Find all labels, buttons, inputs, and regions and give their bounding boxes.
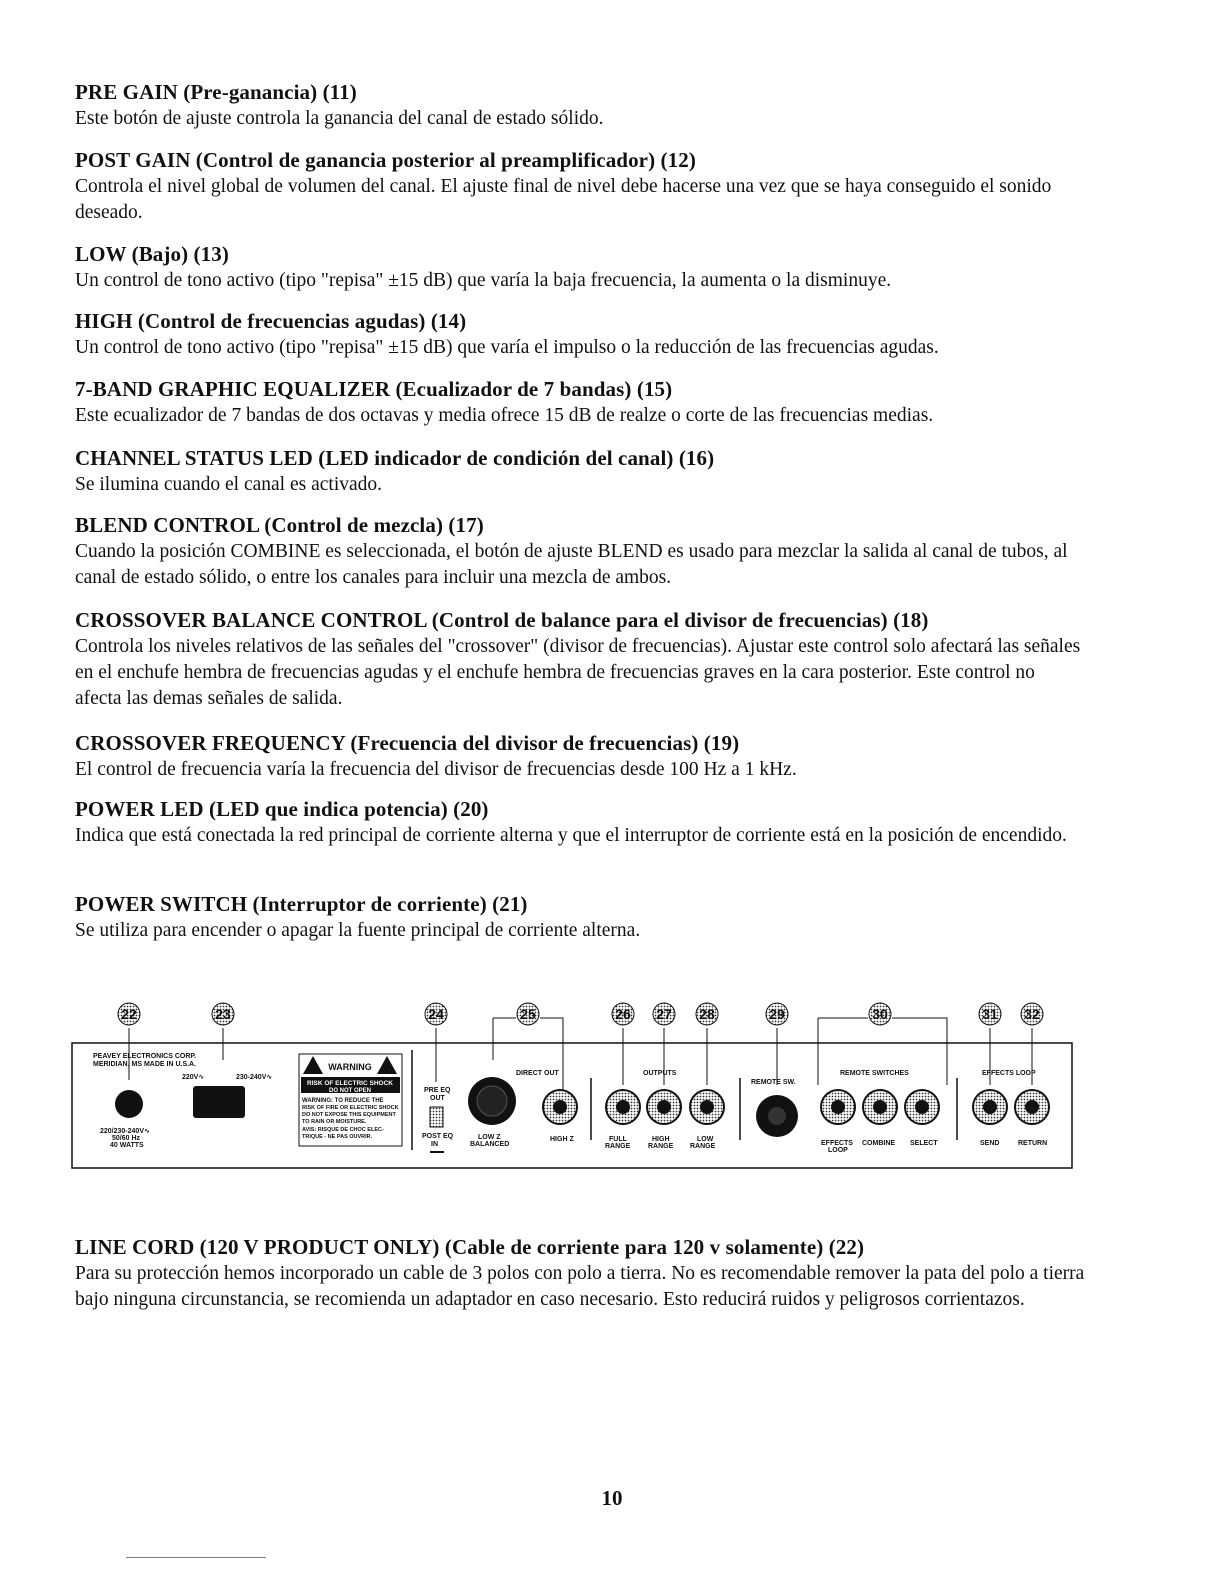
svg-text:LOW: LOW — [697, 1136, 714, 1143]
svg-text:IN: IN — [431, 1141, 438, 1148]
svg-text:WARNING: WARNING — [328, 1062, 372, 1072]
svg-text:30: 30 — [872, 1006, 888, 1022]
section-heading: HIGH (Control de frecuencias agudas) (14) — [75, 309, 467, 333]
svg-text:MERIDIAN, MS MADE IN U.S.A.: MERIDIAN, MS MADE IN U.S.A. — [93, 1061, 197, 1068]
svg-text:PRE EQ: PRE EQ — [424, 1087, 451, 1094]
rear-panel-diagram — [0, 990, 1224, 1175]
svg-text:REMOTE SWITCHES: REMOTE SWITCHES — [840, 1070, 909, 1077]
svg-text:RETURN: RETURN — [1018, 1140, 1048, 1147]
remote-sw-section — [751, 1079, 798, 1137]
svg-text:HIGH Z: HIGH Z — [550, 1136, 574, 1143]
callout-29 — [766, 1003, 788, 1025]
svg-text:WARNING: TO REDUCE THE: WARNING: TO REDUCE THE — [302, 1098, 384, 1104]
section-graphic-eq — [75, 377, 1085, 429]
line-cord-socket — [115, 1090, 143, 1118]
section-power-led — [75, 797, 1085, 849]
eq-loop-jack — [430, 1107, 443, 1127]
svg-text:RANGE: RANGE — [690, 1143, 716, 1150]
callout-24 — [425, 1003, 447, 1025]
callout-26 — [612, 1003, 634, 1025]
footer-rule — [126, 1557, 266, 1558]
section-body: Un control de tono activo (tipo "repisa" ±15 dB) que varía el impulso o la reducción de las frecuencias agudas. — [75, 337, 939, 358]
svg-text:LOW Z: LOW Z — [478, 1134, 501, 1141]
section-post-gain — [75, 148, 1085, 226]
svg-text:FULL: FULL — [609, 1136, 627, 1143]
callout-27 — [653, 1003, 675, 1025]
section-body: Se utiliza para encender o apagar la fuente principal de corriente alterna. — [75, 920, 641, 941]
section-heading: LINE CORD (120 V PRODUCT ONLY) (Cable de corriente para 120 v solamente) (22) — [75, 1235, 865, 1259]
svg-text:230-240V∿: 230-240V∿ — [236, 1074, 273, 1081]
svg-text:RISK OF FIRE OR ELECTRIC SHOCK: RISK OF FIRE OR ELECTRIC SHOCK — [302, 1105, 399, 1111]
remote-switches-section — [821, 1070, 939, 1154]
svg-text:22: 22 — [121, 1006, 137, 1022]
section-body: Controla los niveles relativos de las señales del "crossover" (divisor de frecuencias). Ajustar este control solo afectará las señales en el enchufe hembra de frecuencias agudas y el enchufe hembra de frecuencias graves en la cara posterior. Este control no afecta las demas señales de salida. — [75, 636, 1081, 709]
section-heading: 7-BAND GRAPHIC EQUALIZER (Ecualizador de 7 bandas) (15) — [75, 377, 673, 401]
section-heading: CHANNEL STATUS LED (LED indicador de condición del canal) (16) — [75, 446, 715, 470]
section-heading: CROSSOVER BALANCE CONTROL (Control de balance para el divisor de frecuencias) (18) — [75, 608, 929, 632]
svg-text:SELECT: SELECT — [910, 1140, 938, 1147]
svg-text:EFFECTS LOOP: EFFECTS LOOP — [982, 1070, 1036, 1077]
callout-32 — [1021, 1003, 1043, 1025]
section-body: Este botón de ajuste controla la ganancia del canal de estado sólido. — [75, 108, 604, 129]
callout-28 — [696, 1003, 718, 1025]
svg-text:28: 28 — [699, 1006, 715, 1022]
section-crossover-balance — [75, 608, 1085, 712]
callout-25 — [517, 1003, 539, 1025]
direct-out-section — [468, 1070, 577, 1148]
callout-leaders — [129, 1018, 1032, 1098]
svg-text:SEND: SEND — [980, 1140, 1000, 1147]
svg-text:TRIQUE - NE PAS OUVRIR.: TRIQUE - NE PAS OUVRIR. — [302, 1134, 373, 1140]
svg-text:32: 32 — [1024, 1006, 1040, 1022]
section-heading: BLEND CONTROL (Control de mezcla) (17) — [75, 513, 484, 537]
warning-label — [299, 1054, 402, 1146]
svg-text:RANGE: RANGE — [605, 1143, 631, 1150]
svg-text:BALANCED: BALANCED — [470, 1141, 510, 1148]
section-line-cord — [75, 1235, 1085, 1313]
svg-text:HIGH: HIGH — [652, 1136, 670, 1143]
section-body: Indica que está conectada la red principal de corriente alterna y que el interruptor de corriente está en la posición de encendido. — [75, 825, 1067, 846]
section-body: Se ilumina cuando el canal es activado. — [75, 474, 383, 495]
effects-loop-section — [973, 1070, 1049, 1147]
svg-text:31: 31 — [982, 1006, 998, 1022]
svg-text:POST EQ: POST EQ — [422, 1133, 454, 1140]
svg-text:OUT: OUT — [430, 1095, 445, 1102]
section-heading: CROSSOVER FREQUENCY (Frecuencia del divisor de frecuencias) (19) — [75, 731, 740, 755]
svg-text:DIRECT OUT: DIRECT OUT — [516, 1070, 559, 1077]
section-heading: PRE GAIN (Pre-ganancia) (11) — [75, 80, 357, 104]
callout-23 — [212, 1003, 234, 1025]
svg-text:OUTPUTS: OUTPUTS — [643, 1070, 677, 1077]
svg-text:27: 27 — [656, 1006, 672, 1022]
section-heading: LOW (Bajo) (13) — [75, 242, 229, 266]
section-pre-gain — [75, 80, 1085, 132]
svg-text:DO NOT EXPOSE THIS EQUIPMENT: DO NOT EXPOSE THIS EQUIPMENT — [302, 1112, 396, 1118]
section-channel-status-led — [75, 446, 1085, 498]
svg-text:DO NOT OPEN: DO NOT OPEN — [328, 1088, 372, 1094]
callout-30 — [869, 1003, 891, 1025]
section-body: Para su protección hemos incorporado un cable de 3 polos con polo a tierra. No es recomendable remover la pata del polo a tierra bajo ninguna circunstancia, se recomienda un adaptador en caso necesario. Esto reducirá ruidos y peligrosos corrientazos. — [75, 1263, 1085, 1310]
section-high — [75, 309, 1085, 361]
page-number: 10 — [601, 1486, 623, 1510]
section-heading: POWER LED (LED que indica potencia) (20) — [75, 797, 489, 821]
svg-text:40 WATTS: 40 WATTS — [110, 1142, 144, 1149]
svg-text:24: 24 — [428, 1006, 444, 1022]
svg-text:LOOP: LOOP — [828, 1147, 848, 1154]
callout-22 — [118, 1003, 140, 1025]
power-section — [93, 1053, 272, 1149]
callout-31 — [979, 1003, 1001, 1025]
section-low — [75, 242, 1085, 294]
eq-loop-section — [422, 1087, 454, 1152]
svg-text:EFFECTS: EFFECTS — [821, 1140, 853, 1147]
section-heading: POWER SWITCH (Interruptor de corriente) (21) — [75, 892, 528, 916]
section-body: El control de frecuencia varía la frecuencia del divisor de frecuencias desde 100 Hz a 1 kHz. — [75, 759, 797, 780]
svg-text:AVIS: RISQUE DE CHOC ELEC-: AVIS: RISQUE DE CHOC ELEC- — [302, 1127, 384, 1133]
svg-text:REMOTE SW.: REMOTE SW. — [751, 1079, 796, 1086]
svg-text:29: 29 — [769, 1006, 785, 1022]
svg-text:PEAVEY ELECTRONICS CORP.: PEAVEY ELECTRONICS CORP. — [93, 1053, 197, 1060]
section-body: Este ecualizador de 7 bandas de dos octavas y media ofrece 15 dB de realze o corte de las frecuencias medias. — [75, 405, 934, 426]
svg-text:RANGE: RANGE — [648, 1143, 674, 1150]
svg-text:23: 23 — [215, 1006, 231, 1022]
svg-text:TO RAIN OR MOISTURE.: TO RAIN OR MOISTURE. — [302, 1119, 367, 1125]
svg-text:50/60 Hz: 50/60 Hz — [112, 1135, 141, 1142]
section-crossover-frequency — [75, 731, 1085, 783]
svg-text:25: 25 — [520, 1006, 536, 1022]
section-body: Cuando la posición COMBINE es seleccionada, el botón de ajuste BLEND es usado para mezclar la salida al canal de tubos, al canal de estado sólido, o entre los canales para incluir una mezcla de ambos. — [75, 541, 1068, 588]
svg-text:COMBINE: COMBINE — [862, 1140, 896, 1147]
svg-text:220V∿: 220V∿ — [182, 1074, 205, 1081]
svg-text:RISK OF ELECTRIC SHOCK: RISK OF ELECTRIC SHOCK — [307, 1080, 393, 1087]
section-body: Un control de tono activo (tipo "repisa" ±15 dB) que varía la baja frecuencia, la aumenta o la disminuye. — [75, 270, 892, 291]
voltage-selector — [193, 1086, 245, 1118]
section-body: Controla el nivel global de volumen del canal. El ajuste final de nivel debe hacerse una vez que se haya conseguido el sonido deseado. — [75, 176, 1052, 223]
svg-text:26: 26 — [615, 1006, 631, 1022]
section-heading: POST GAIN (Control de ganancia posterior al preamplificador) (12) — [75, 148, 696, 172]
section-power-switch — [75, 892, 1085, 944]
svg-text:220/230-240V∿: 220/230-240V∿ — [100, 1128, 150, 1135]
section-blend-control — [75, 513, 1085, 591]
